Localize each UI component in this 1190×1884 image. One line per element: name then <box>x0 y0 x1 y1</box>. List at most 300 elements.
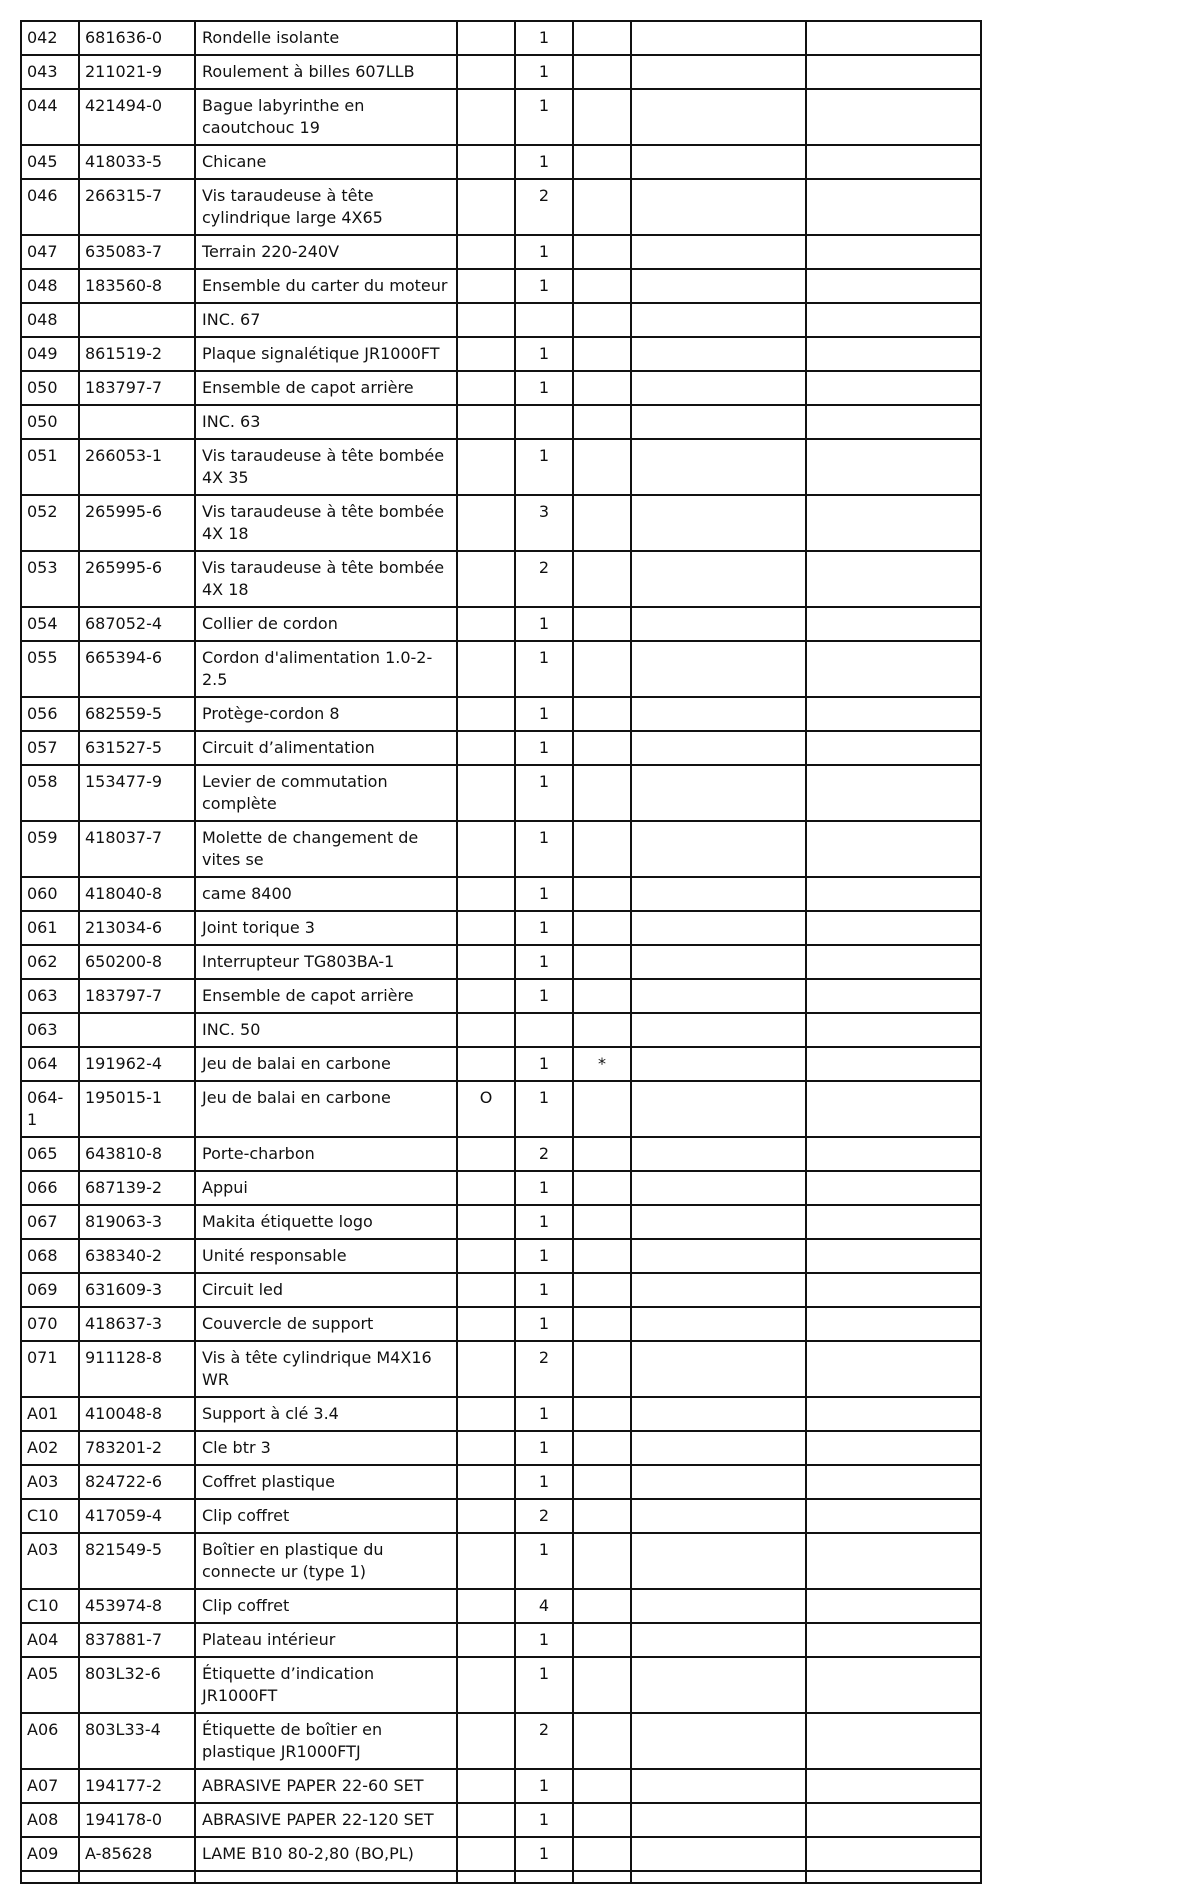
table-row <box>21 1205 981 1239</box>
option-flag-cell <box>457 1013 515 1047</box>
item-number-cell: A04 <box>21 1623 79 1657</box>
option-flag-cell <box>457 145 515 179</box>
empty-cell <box>631 1397 806 1431</box>
quantity-cell: 1 <box>515 1239 573 1273</box>
part-reference-cell: 417059-4 <box>79 1499 195 1533</box>
item-number-cell: 058 <box>21 765 79 821</box>
empty-cell <box>806 1533 981 1589</box>
item-number-cell: 050 <box>21 405 79 439</box>
empty-cell <box>806 179 981 235</box>
option-flag-cell <box>457 731 515 765</box>
quantity-cell: 1 <box>515 1465 573 1499</box>
empty-cell <box>806 1047 981 1081</box>
table-row <box>21 495 981 551</box>
table-row <box>21 405 981 439</box>
note-mark-cell <box>573 89 631 145</box>
part-reference-cell: 819063-3 <box>79 1205 195 1239</box>
table-row <box>21 21 981 55</box>
quantity-cell: 1 <box>515 1171 573 1205</box>
empty-cell <box>806 89 981 145</box>
item-number-cell: 064 <box>21 1047 79 1081</box>
part-reference-cell: 213034-6 <box>79 911 195 945</box>
part-reference-cell <box>79 1013 195 1047</box>
quantity-cell: 2 <box>515 551 573 607</box>
empty-cell <box>631 55 806 89</box>
empty-cell <box>631 1431 806 1465</box>
item-number-cell: 063 <box>21 1013 79 1047</box>
quantity-cell: 1 <box>515 1769 573 1803</box>
part-reference-cell: 837881-7 <box>79 1623 195 1657</box>
table-row <box>21 179 981 235</box>
note-mark-cell <box>573 337 631 371</box>
empty-cell <box>631 1081 806 1137</box>
part-reference-cell: 911128-8 <box>79 1341 195 1397</box>
note-mark-cell <box>573 303 631 337</box>
quantity-cell: 2 <box>515 1137 573 1171</box>
empty-cell <box>631 1803 806 1837</box>
part-reference-cell: 681636-0 <box>79 21 195 55</box>
part-reference-cell: 183797-7 <box>79 371 195 405</box>
table-row <box>21 1657 981 1713</box>
option-flag-cell <box>457 235 515 269</box>
empty-cell <box>806 1341 981 1397</box>
option-flag-cell <box>457 765 515 821</box>
quantity-cell: 1 <box>515 877 573 911</box>
note-mark-cell <box>573 1589 631 1623</box>
item-number-cell: C10 <box>21 1499 79 1533</box>
quantity-cell: 4 <box>515 1589 573 1623</box>
empty-cell <box>806 1137 981 1171</box>
part-reference-cell: 418040-8 <box>79 877 195 911</box>
empty-cell <box>806 21 981 55</box>
empty-cell <box>806 1465 981 1499</box>
empty-cell <box>631 1273 806 1307</box>
description-cell: Vis à tête cylindrique M4X16 WR <box>195 1341 457 1397</box>
option-flag-cell <box>457 495 515 551</box>
part-reference-cell: 682559-5 <box>79 697 195 731</box>
note-mark-cell <box>573 1081 631 1137</box>
quantity-cell: 1 <box>515 979 573 1013</box>
description-cell: LAME B10 80-2,80 (BO,PL) <box>195 1837 457 1871</box>
option-flag-cell <box>457 1499 515 1533</box>
part-reference-cell: 643810-8 <box>79 1137 195 1171</box>
empty-cell <box>631 1205 806 1239</box>
empty-cell <box>631 1589 806 1623</box>
part-reference-cell: 418037-7 <box>79 821 195 877</box>
table-row <box>21 911 981 945</box>
description-cell: Ensemble de capot arrière <box>195 979 457 1013</box>
part-reference-cell: 418637-3 <box>79 1307 195 1341</box>
description-cell: Ensemble du carter du moteur <box>195 269 457 303</box>
part-reference-cell: 191962-4 <box>79 1047 195 1081</box>
option-flag-cell <box>457 1837 515 1871</box>
note-mark-cell <box>573 1713 631 1769</box>
description-cell: Plaque signalétique JR1000FT <box>195 337 457 371</box>
quantity-cell: 1 <box>515 607 573 641</box>
note-mark-cell <box>573 1431 631 1465</box>
empty-cell <box>631 1307 806 1341</box>
item-number-cell: A01 <box>21 1397 79 1431</box>
table-row <box>21 1047 981 1081</box>
note-mark-cell <box>573 945 631 979</box>
note-mark-cell <box>573 55 631 89</box>
description-cell: Jeu de balai en carbone <box>195 1047 457 1081</box>
option-flag-cell <box>457 303 515 337</box>
empty-cell <box>806 551 981 607</box>
empty-cell <box>806 371 981 405</box>
table-row <box>21 821 981 877</box>
empty-cell <box>631 1047 806 1081</box>
empty-cell <box>631 1341 806 1397</box>
quantity-cell: 1 <box>515 1623 573 1657</box>
empty-cell <box>806 337 981 371</box>
empty-cell <box>631 303 806 337</box>
quantity-cell: 1 <box>515 1273 573 1307</box>
part-reference-cell: 265995-6 <box>79 495 195 551</box>
part-reference-cell: 421494-0 <box>79 89 195 145</box>
empty-cell <box>806 1499 981 1533</box>
table-row <box>21 607 981 641</box>
note-mark-cell <box>573 495 631 551</box>
part-reference-cell: 183560-8 <box>79 269 195 303</box>
empty-cell <box>806 269 981 303</box>
quantity-cell: 1 <box>515 1803 573 1837</box>
empty-cell <box>631 821 806 877</box>
option-flag-cell <box>457 551 515 607</box>
description-cell: Ensemble de capot arrière <box>195 371 457 405</box>
part-reference-cell: 418033-5 <box>79 145 195 179</box>
item-number-cell: 068 <box>21 1239 79 1273</box>
item-number-cell: 057 <box>21 731 79 765</box>
option-flag-cell <box>457 1047 515 1081</box>
table-row <box>21 1465 981 1499</box>
part-reference-cell: 803L33-4 <box>79 1713 195 1769</box>
note-mark-cell <box>573 979 631 1013</box>
empty-cell <box>631 1013 806 1047</box>
option-flag-cell <box>457 1239 515 1273</box>
description-cell: Rondelle isolante <box>195 21 457 55</box>
empty-cell <box>457 1871 515 1883</box>
item-number-cell: 069 <box>21 1273 79 1307</box>
description-cell: Unité responsable <box>195 1239 457 1273</box>
description-cell: Vis taraudeuse à tête bombée 4X 35 <box>195 439 457 495</box>
note-mark-cell <box>573 731 631 765</box>
empty-cell <box>79 1871 195 1883</box>
empty-cell <box>631 979 806 1013</box>
empty-cell <box>806 1623 981 1657</box>
quantity-cell: 1 <box>515 731 573 765</box>
table-row <box>21 1013 981 1047</box>
description-cell: Boîtier en plastique du connecte ur (type 1) <box>195 1533 457 1589</box>
empty-cell <box>21 1871 79 1883</box>
note-mark-cell <box>573 877 631 911</box>
empty-cell <box>806 1273 981 1307</box>
description-cell: ABRASIVE PAPER 22-120 SET <box>195 1803 457 1837</box>
table-row <box>21 235 981 269</box>
item-number-cell: 056 <box>21 697 79 731</box>
quantity-cell: 1 <box>515 235 573 269</box>
option-flag-cell <box>457 21 515 55</box>
note-mark-cell <box>573 269 631 303</box>
quantity-cell: 1 <box>515 1307 573 1341</box>
empty-cell <box>806 821 981 877</box>
item-number-cell: A03 <box>21 1465 79 1499</box>
description-cell: Molette de changement de vites se <box>195 821 457 877</box>
option-flag-cell <box>457 1171 515 1205</box>
option-flag-cell <box>457 269 515 303</box>
part-reference-cell: 153477-9 <box>79 765 195 821</box>
empty-cell <box>631 1239 806 1273</box>
table-row <box>21 1769 981 1803</box>
table-row <box>21 1137 981 1171</box>
quantity-cell: 1 <box>515 1205 573 1239</box>
empty-cell <box>806 1589 981 1623</box>
empty-cell <box>631 765 806 821</box>
part-reference-cell: 194178-0 <box>79 1803 195 1837</box>
note-mark-cell <box>573 911 631 945</box>
empty-cell <box>806 1431 981 1465</box>
quantity-cell: 1 <box>515 21 573 55</box>
quantity-cell: 1 <box>515 1657 573 1713</box>
empty-cell <box>806 1769 981 1803</box>
quantity-cell: 1 <box>515 89 573 145</box>
empty-cell <box>806 55 981 89</box>
item-number-cell: 071 <box>21 1341 79 1397</box>
description-cell: Vis taraudeuse à tête cylindrique large 4X65 <box>195 179 457 235</box>
parts-table <box>20 20 982 1884</box>
description-cell: INC. 50 <box>195 1013 457 1047</box>
table-row <box>21 89 981 145</box>
empty-cell <box>806 731 981 765</box>
empty-cell <box>631 697 806 731</box>
empty-cell <box>631 1465 806 1499</box>
description-cell: INC. 63 <box>195 405 457 439</box>
note-mark-cell <box>573 21 631 55</box>
item-number-cell: 047 <box>21 235 79 269</box>
empty-cell <box>631 1499 806 1533</box>
description-cell: ABRASIVE PAPER 22-60 SET <box>195 1769 457 1803</box>
part-reference-cell: 824722-6 <box>79 1465 195 1499</box>
description-cell: Protège-cordon 8 <box>195 697 457 731</box>
description-cell: Couvercle de support <box>195 1307 457 1341</box>
note-mark-cell <box>573 1623 631 1657</box>
part-reference-cell: 266053-1 <box>79 439 195 495</box>
description-cell: Clip coffret <box>195 1499 457 1533</box>
empty-cell <box>806 979 981 1013</box>
option-flag-cell <box>457 89 515 145</box>
note-mark-cell <box>573 607 631 641</box>
quantity-cell: 1 <box>515 439 573 495</box>
note-mark-cell <box>573 1205 631 1239</box>
empty-cell <box>631 21 806 55</box>
quantity-cell: 1 <box>515 1081 573 1137</box>
item-number-cell: 044 <box>21 89 79 145</box>
quantity-cell: 1 <box>515 945 573 979</box>
part-reference-cell: A-85628 <box>79 1837 195 1871</box>
table-row <box>21 1431 981 1465</box>
table-row <box>21 731 981 765</box>
item-number-cell: 059 <box>21 821 79 877</box>
empty-cell <box>631 1713 806 1769</box>
option-flag-cell <box>457 1307 515 1341</box>
empty-cell <box>631 911 806 945</box>
option-flag-cell <box>457 697 515 731</box>
option-flag-cell <box>457 1589 515 1623</box>
item-number-cell: A09 <box>21 1837 79 1871</box>
item-number-cell: A05 <box>21 1657 79 1713</box>
option-flag-cell <box>457 1713 515 1769</box>
item-number-cell: 064-1 <box>21 1081 79 1137</box>
item-number-cell: A08 <box>21 1803 79 1837</box>
empty-cell <box>806 697 981 731</box>
description-cell: Plateau intérieur <box>195 1623 457 1657</box>
quantity-cell: 1 <box>515 1397 573 1431</box>
note-mark-cell <box>573 179 631 235</box>
note-mark-cell <box>573 1465 631 1499</box>
part-reference-cell: 821549-5 <box>79 1533 195 1589</box>
empty-cell <box>573 1871 631 1883</box>
part-reference-cell: 410048-8 <box>79 1397 195 1431</box>
part-reference-cell: 631609-3 <box>79 1273 195 1307</box>
empty-cell <box>631 1137 806 1171</box>
table-row <box>21 337 981 371</box>
description-cell: Porte-charbon <box>195 1137 457 1171</box>
note-mark-cell <box>573 145 631 179</box>
description-cell: Étiquette d’indication JR1000FT <box>195 1657 457 1713</box>
table-row <box>21 551 981 607</box>
item-number-cell: 062 <box>21 945 79 979</box>
part-reference-cell: 650200-8 <box>79 945 195 979</box>
table-row <box>21 765 981 821</box>
option-flag-cell <box>457 337 515 371</box>
item-number-cell: A06 <box>21 1713 79 1769</box>
item-number-cell: 065 <box>21 1137 79 1171</box>
empty-cell <box>631 1623 806 1657</box>
option-flag-cell <box>457 439 515 495</box>
empty-cell <box>631 439 806 495</box>
option-flag-cell <box>457 1431 515 1465</box>
option-flag-cell <box>457 877 515 911</box>
part-reference-cell: 687139-2 <box>79 1171 195 1205</box>
option-flag-cell <box>457 1657 515 1713</box>
quantity-cell: 2 <box>515 179 573 235</box>
quantity-cell: 3 <box>515 495 573 551</box>
item-number-cell: 053 <box>21 551 79 607</box>
note-mark-cell <box>573 405 631 439</box>
empty-cell <box>806 911 981 945</box>
part-reference-cell: 631527-5 <box>79 731 195 765</box>
option-flag-cell <box>457 1397 515 1431</box>
part-reference-cell: 453974-8 <box>79 1589 195 1623</box>
empty-cell <box>631 145 806 179</box>
table-row <box>21 1171 981 1205</box>
quantity-cell: 2 <box>515 1341 573 1397</box>
option-flag-cell <box>457 1273 515 1307</box>
empty-cell <box>806 607 981 641</box>
option-flag-cell <box>457 979 515 1013</box>
description-cell: Makita étiquette logo <box>195 1205 457 1239</box>
description-cell: Circuit led <box>195 1273 457 1307</box>
quantity-cell: 1 <box>515 145 573 179</box>
description-cell: INC. 67 <box>195 303 457 337</box>
part-reference-cell: 665394-6 <box>79 641 195 697</box>
quantity-cell: 1 <box>515 1533 573 1589</box>
note-mark-cell <box>573 1341 631 1397</box>
description-cell: Bague labyrinthe en caoutchouc 19 <box>195 89 457 145</box>
table-row <box>21 1589 981 1623</box>
quantity-cell: 1 <box>515 1047 573 1081</box>
empty-cell <box>631 945 806 979</box>
empty-cell <box>806 235 981 269</box>
quantity-cell: 2 <box>515 1713 573 1769</box>
item-number-cell: 043 <box>21 55 79 89</box>
table-row <box>21 1713 981 1769</box>
empty-cell <box>631 877 806 911</box>
empty-cell <box>631 179 806 235</box>
part-reference-cell: 195015-1 <box>79 1081 195 1137</box>
description-cell: Coffret plastique <box>195 1465 457 1499</box>
empty-cell <box>195 1871 457 1883</box>
empty-cell <box>631 269 806 303</box>
empty-cell <box>806 439 981 495</box>
table-row <box>21 1341 981 1397</box>
option-flag-cell <box>457 1341 515 1397</box>
empty-cell <box>806 1307 981 1341</box>
table-row <box>21 979 981 1013</box>
quantity-cell: 1 <box>515 1837 573 1871</box>
part-reference-cell: 183797-7 <box>79 979 195 1013</box>
part-reference-cell: 635083-7 <box>79 235 195 269</box>
quantity-cell: 1 <box>515 371 573 405</box>
item-number-cell: 050 <box>21 371 79 405</box>
option-flag-cell <box>457 1137 515 1171</box>
description-cell: Joint torique 3 <box>195 911 457 945</box>
empty-cell <box>806 1171 981 1205</box>
table-row <box>21 945 981 979</box>
item-number-cell: 052 <box>21 495 79 551</box>
note-mark-cell <box>573 371 631 405</box>
empty-cell <box>806 1713 981 1769</box>
option-flag-cell <box>457 405 515 439</box>
empty-cell <box>631 1657 806 1713</box>
description-cell: Cordon d'alimentation 1.0-2-2.5 <box>195 641 457 697</box>
empty-cell <box>806 641 981 697</box>
empty-cell <box>631 607 806 641</box>
option-flag-cell <box>457 1533 515 1589</box>
description-cell: Chicane <box>195 145 457 179</box>
note-mark-cell <box>573 1137 631 1171</box>
empty-cell <box>806 1013 981 1047</box>
quantity-cell <box>515 1013 573 1047</box>
note-mark-cell <box>573 1499 631 1533</box>
quantity-cell: 1 <box>515 269 573 303</box>
option-flag-cell <box>457 821 515 877</box>
part-reference-cell: 266315-7 <box>79 179 195 235</box>
option-flag-cell <box>457 1465 515 1499</box>
quantity-cell: 1 <box>515 1431 573 1465</box>
option-flag-cell <box>457 179 515 235</box>
empty-cell <box>806 145 981 179</box>
item-number-cell: 046 <box>21 179 79 235</box>
option-flag-cell <box>457 55 515 89</box>
table-row <box>21 1397 981 1431</box>
item-number-cell: 066 <box>21 1171 79 1205</box>
item-number-cell: 054 <box>21 607 79 641</box>
table-row <box>21 303 981 337</box>
empty-cell <box>806 1803 981 1837</box>
empty-cell <box>806 405 981 439</box>
description-cell: Clip coffret <box>195 1589 457 1623</box>
